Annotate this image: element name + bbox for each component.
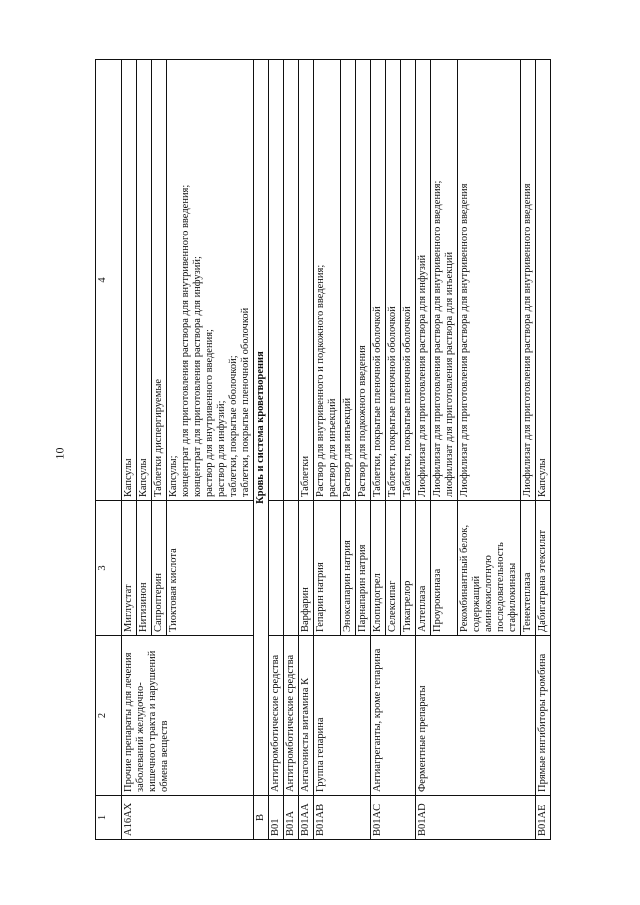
drug-name-cell: Варфарин <box>299 501 314 636</box>
dosage-form-cell: Таблетки, покрытые пленочной оболочкой <box>401 60 416 501</box>
group-name-cell: Ферментные препараты <box>416 636 536 796</box>
header-col-1: 1 <box>96 796 122 840</box>
drug-name-cell: Клопидогрел <box>371 501 386 636</box>
drug-name-cell: Миглустат <box>122 501 137 636</box>
section-title: Кровь и система кроветворения <box>254 60 269 796</box>
group-name-cell: Прочие препараты для лечения заболеваний желудочно-кишечного тракта и нарушений обмена веществ <box>122 636 254 796</box>
atc-code-cell: B01AB <box>314 796 371 840</box>
page-number: 10 <box>52 447 67 460</box>
dosage-form-cell: Капсулы <box>137 60 152 501</box>
table-row <box>536 60 551 840</box>
dosage-form-cell: Таблетки диспергируемые <box>152 60 167 501</box>
table-header-row <box>96 60 122 840</box>
dosage-form-cell: Таблетки, покрытые пленочной оболочкой <box>386 60 401 501</box>
drug-name-cell <box>284 501 299 636</box>
dosage-form-cell: Таблетки, покрытые пленочной оболочкой <box>371 60 386 501</box>
drug-name-cell: Рекомбинантный белок, содержащий аминокислотную последовательность стафилокиназы <box>458 501 521 636</box>
drug-name-cell: Тиоктовая кислота <box>167 501 254 636</box>
table-row <box>122 60 137 840</box>
medication-table-body <box>96 60 551 840</box>
group-name-cell: Антитромботические средства <box>269 636 284 796</box>
atc-code-cell: B01 <box>269 796 284 840</box>
dosage-form-cell <box>269 60 284 501</box>
table-row <box>371 60 386 840</box>
dosage-form-cell: Капсулы; концентрат для приготовления раствора для внутривенного введения; концентрат для приготовления раствора для инфузий; раствор для внутривенного введения; раствор для инфузий; таблетки, покрытые оболочкой; таблетки, покрытые пленочной оболочкой <box>167 60 254 501</box>
dosage-form-cell: Лиофилизат для приготовления раствора для внутривенного введения <box>458 60 521 501</box>
drug-name-cell: Проурокиназа <box>431 501 458 636</box>
dosage-form-cell: Раствор для подкожного введения <box>356 60 371 501</box>
dosage-form-cell: Лиофилизат для приготовления раствора для внутривенного введения <box>521 60 536 501</box>
table-row <box>314 60 341 840</box>
dosage-form-cell: Капсулы <box>122 60 137 501</box>
atc-code-cell: B01AA <box>299 796 314 840</box>
drug-name-cell <box>269 501 284 636</box>
header-col-4: 4 <box>96 60 122 501</box>
atc-code-cell: B01AD <box>416 796 536 840</box>
section-row <box>254 60 269 840</box>
drug-name-cell: Парнапарин натрия <box>356 501 371 636</box>
group-name-cell: Группа гепарина <box>314 636 371 796</box>
drug-name-cell: Тикагрелор <box>401 501 416 636</box>
drug-name-cell: Селексипаг <box>386 501 401 636</box>
dosage-form-cell: Раствор для внутривенного и подкожного введения; раствор для инъекций <box>314 60 341 501</box>
atc-code-cell: B01AE <box>536 796 551 840</box>
group-name-cell: Антиагреганты, кроме гепарина <box>371 636 416 796</box>
header-col-2: 2 <box>96 636 122 796</box>
dosage-form-cell: Раствор для инъекций <box>341 60 356 501</box>
drug-name-cell: Эноксапарин натрия <box>341 501 356 636</box>
atc-code-cell: B01A <box>284 796 299 840</box>
table-row <box>416 60 431 840</box>
table-row <box>269 60 284 840</box>
atc-code-cell: B01AC <box>371 796 416 840</box>
dosage-form-cell <box>284 60 299 501</box>
dosage-form-cell: Лиофилизат для приготовления раствора для внутривенного введения; лиофилизат для приготовления раствора для инъекций <box>431 60 458 501</box>
dosage-form-cell: Капсулы <box>536 60 551 501</box>
section-code: B <box>254 796 269 840</box>
table-row <box>284 60 299 840</box>
dosage-form-cell: Таблетки <box>299 60 314 501</box>
atc-code-cell: A16AX <box>122 796 254 840</box>
group-name-cell: Антагонисты витамина К <box>299 636 314 796</box>
dosage-form-cell: Лиофилизат для приготовления раствора для инфузий <box>416 60 431 501</box>
table-row <box>299 60 314 840</box>
group-name-cell: Прямые ингибиторы тромбина <box>536 636 551 796</box>
drug-name-cell: Нитизинон <box>137 501 152 636</box>
drug-name-cell: Дабигатрана этексилат <box>536 501 551 636</box>
medication-table-sheet <box>95 60 605 840</box>
medication-table <box>95 59 551 840</box>
drug-name-cell: Гепарин натрия <box>314 501 341 636</box>
drug-name-cell: Алтеплаза <box>416 501 431 636</box>
group-name-cell: Антитромботические средства <box>284 636 299 796</box>
drug-name-cell: Сапроптерин <box>152 501 167 636</box>
header-col-3: 3 <box>96 501 122 636</box>
drug-name-cell: Тенектеплаза <box>521 501 536 636</box>
